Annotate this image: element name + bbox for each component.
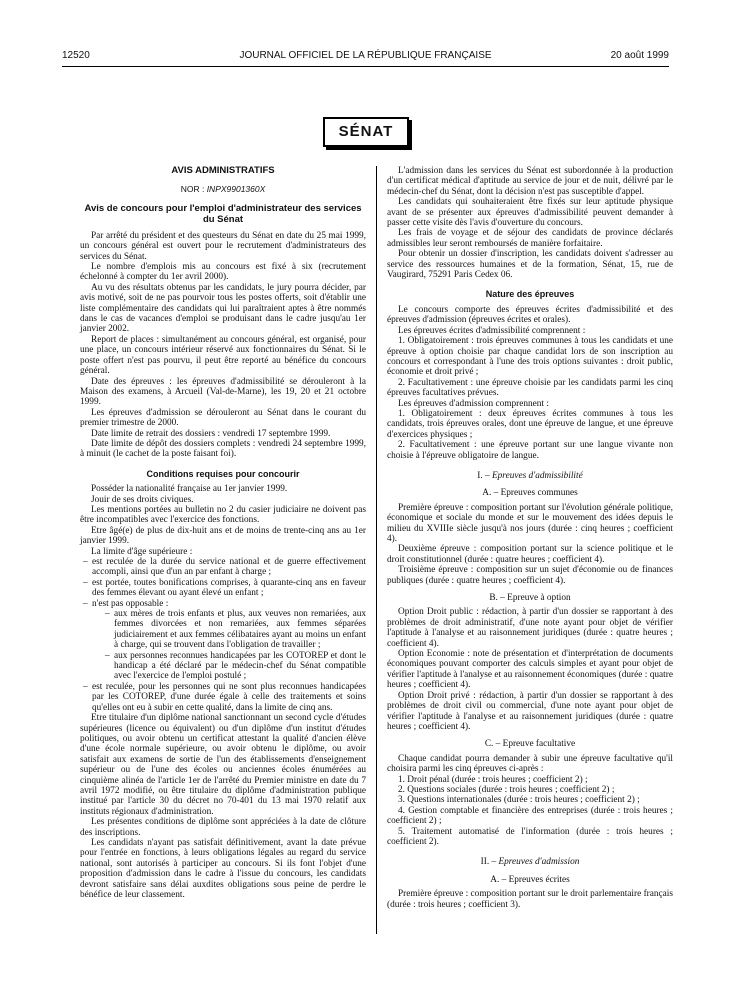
paragraph: 2. Facultativement : une épreuve choisie par les candidats parmi les cinq épreuves facultatives prévues. (387, 377, 673, 399)
paragraph: Date limite de retrait des dossiers : vendredi 17 septembre 1999. (91, 428, 331, 439)
paragraph: Les épreuves d'admission comprennent : (398, 398, 549, 409)
subheading: A. – Epreuves écrites (490, 874, 570, 885)
paragraph: Les candidats qui souhaiteraient être fixés sur leur aptitude physique avant de se présenter aux épreuves d'admissibilité peuvent demander à passer cette visite dès l'avis d'ouverture du concours. (387, 197, 673, 229)
paragraph: Pour obtenir un dossier d'inscription, les candidats doivent s'adresser au service des ressources humaines et de la formation, Sénat, 15, rue de Vaugirard, 75291 Paris Cedex 06. (387, 249, 673, 281)
part-title: Epreuves d'admissibilité (491, 470, 583, 481)
list-item: – est reculée de la durée du service national et de guerre effectivement accompli, ainsi que d'un an par enfant à charge ; (92, 557, 366, 578)
paragraph: Date des épreuves : les épreuves d'admissibilité se dérouleront à la Maison des examens, à Arcueil (Val-de-Marne), les 19, 20 et 21 octobre 1999. (80, 376, 366, 408)
notice-title: Avis de concours pour l'emploi d'administrateur des services du Sénat (84, 202, 362, 225)
part-title: Epreuves d'admission (498, 857, 580, 868)
paragraph: Première épreuve : composition portant sur le droit parlementaire français (durée : trois heures ; coefficient 3). (387, 889, 673, 910)
paragraph: 2. Facultativement : une épreuve portant sur une langue vivante non choisie à l'épreuve obligatoire de langue. (387, 440, 673, 461)
paragraph: Posséder la nationalité française au 1er janvier 1999. (91, 484, 288, 495)
paragraph: Au vu des résultats obtenus par les candidats, le jury pourra décider, par avis motivé, soit de ne pas pourvoir tous les postes offerts, soit d'établir une liste complémentaire des candidats qui lui paraîtraient aptes à être nommés dans le cas de vacances d'emploi se produisant dans le cadre jusqu'au 1er janvier 2002. (80, 282, 366, 335)
subheading: A. – Epreuves communes (482, 488, 578, 499)
age-limit-list (80, 557, 366, 713)
part-number: I. – (477, 470, 492, 481)
list-item (92, 599, 366, 682)
paragraph: Troisième épreuve : composition sur un sujet d'économie ou de finances publiques (durée : quatre heures ; coefficient 4). (387, 565, 673, 586)
page-number: 12520 (62, 50, 90, 61)
nor-label: NOR : (180, 184, 205, 195)
left-column (80, 166, 366, 900)
sub-list-item: – aux personnes reconnues handicapées par les COTOREP et dont le handicap a été déclaré par le médecin-chef du Sénat compatible avec l'exercice de l'emploi postulé ; (114, 651, 366, 682)
paragraph: Chaque candidat pourra demander à subir une épreuve facultative qu'il choisira parmi les cinq épreuves ci-après : (387, 753, 673, 775)
list-item: – est reculée, pour les personnes qui ne sont plus reconnues handicapées par les COTOREP, d'une durée égale à celle des traitements et soins qu'elles ont eu à subir en cette qualité, dans la limite de cinq ans. (92, 682, 366, 713)
issue-date: 20 août 1999 (610, 50, 669, 61)
paragraph: 2. Questions sociales (durée : trois heures ; coefficient 2) ; (398, 784, 615, 795)
paragraph: Les présentes conditions de diplôme sont appréciées à la date de clôture des inscriptions. (80, 817, 366, 838)
column-divider (376, 166, 377, 934)
paragraph: Date limite de dépôt des dossiers complets : vendredi 24 septembre 1999, à minuit (le cachet de la poste faisant foi). (80, 438, 366, 460)
paragraph: 4. Gestion comptable et financière des entreprises (durée : trois heures ; coefficient 2) ; (387, 805, 673, 827)
paragraph: Etre titulaire d'un diplôme national sanctionnant un second cycle d'études supérieures (licence ou équivalent) ou d'un diplôme d'un institut d'études politiques, ou avoir obtenu un certificat attestant la qualité d'ancien élève d'une école normale supérieure, ou avoir obtenu le diplôme, ou avoir satisfait aux examens de sortie de l'un des établissements d'enseignement supérieur ou de l'une des écoles ou anciennes écoles énumérées au cinquième alinéa de l'article 1er de l'arrêté du Premier ministre en date du 7 avril 1972 modifié, ou être titulaire du diplôme d'administration publique institué par l'article 30 du décret no 70-401 du 13 mai 1970 relatif aux instituts régionaux d'administration. (80, 713, 366, 817)
section-heading: AVIS ADMINISTRATIFS (171, 165, 275, 176)
subheading: B. – Epreuve à option (489, 593, 571, 604)
section-title-box: SÉNAT (323, 117, 409, 147)
sub-list (92, 609, 366, 682)
paragraph: Option Droit privé : rédaction, à partir d'un dossier se rapportant à des problèmes de droit civil ou commercial, d'une note ayant pour objet de vérifier l'aptitude à l'analyse et au raisonnement juridiques (durée : quatre heures ; coefficient 4). (387, 690, 673, 732)
part-heading-admission (387, 857, 673, 867)
paragraph: 3. Questions internationales (durée : trois heures ; coefficient 2) ; (398, 795, 640, 806)
paragraph: Le concours comporte des épreuves écrites d'admissibilité et des épreuves d'admission (épreuves écrites et orales). (387, 304, 673, 326)
right-column (387, 166, 673, 910)
paragraph: L'admission dans les services du Sénat est subordonnée à la production d'un certificat médical d'aptitude au service de jour et de nuit, délivré par le médecin-chef du Sénat, dont la décision n'est pas susceptible d'appel. (387, 166, 673, 197)
paragraph: Option Economie : note de présentation et d'interprétation de documents économiques pouvant comporter des calculs simples et ayant pour objet de vérifier l'aptitude à l'analyse et au raisonnement économiques (durée : quatre heures ; coefficient 4). (387, 649, 673, 691)
nor-line (80, 184, 366, 194)
paragraph: Les mentions portées au bulletin no 2 du casier judiciaire ne doivent pas être incompatibles avec l'exercice des fonctions. (80, 504, 366, 526)
paragraph: Le nombre d'emplois mis au concours est fixé à six (recrutement échelonné à compter du 1er avril 2000). (80, 262, 366, 283)
nature-heading: Nature des épreuves (485, 289, 575, 300)
subheading: C. – Epreuve facultative (484, 739, 576, 750)
header-rule (62, 66, 669, 67)
paragraph: 1. Obligatoirement : trois épreuves communes à tous les candidats et une épreuve à option choisie par chaque candidat lors de son inscription au concours et correspondant à l'une des trois options suivantes : droit public, économie et droit privé ; (387, 336, 673, 378)
paragraph: 1. Droit pénal (durée : trois heures ; coefficient 2) ; (398, 774, 588, 785)
nor-code: INPX9901360X (206, 184, 266, 195)
journal-title: JOURNAL OFFICIEL DE LA RÉPUBLIQUE FRANÇAISE (239, 50, 492, 61)
paragraph: Option Droit public : rédaction, à partir d'un dossier se rapportant à des problèmes de droit administratif, d'une note ayant pour objet de vérifier l'aptitude à l'analyse et au raisonnement juridiques (durée : quatre heures ; coefficient 4). (387, 607, 673, 649)
paragraph: Les épreuves écrites d'admissibilité comprennent : (398, 325, 586, 336)
paragraph: La limite d'âge supérieure : (91, 546, 193, 557)
paragraph: Etre âgé(e) de plus de dix-huit ans et de moins de trente-cinq ans au 1er janvier 1999. (80, 525, 366, 547)
list-item-text: n'est pas opposable : (92, 598, 169, 609)
part-number: II. – (480, 857, 499, 868)
paragraph: Report de places : simultanément au concours général, est organisé, pour une place, un concours intérieur réservé aux fonctionnaires du Sénat. Si le poste offert n'est pas pourvu, il peut être reporté au bénéfice du concours général. (80, 334, 366, 377)
sub-list-item: – aux mères de trois enfants et plus, aux veuves non remariées, aux femmes divorcées et non remariées, aux femmes séparées judiciairement et aux femmes célibataires ayant au moins un enfant à charge, qui se trouvent dans l'obligation de travailler ; (114, 609, 366, 651)
part-heading-admissibilite (387, 471, 673, 481)
paragraph: Les candidats n'ayant pas satisfait définitivement, avant la date prévue pour l'entrée en fonctions, à leurs obligations légales au regard du service national, sont autorisés à participer au concours. Si ils font l'objet d'une proposition d'admission dans le cadre à l'issue du concours, les candidats devront satisfaire sans délai auxdites obligations sous peine de perdre le bénéfice de leur classement. (80, 837, 366, 900)
paragraph: 1. Obligatoirement : deux épreuves écrites communes à tous les candidats, trois épreuves orales, dont une épreuve de langue, et une épreuve d'exercices physiques ; (387, 408, 673, 440)
paragraph: Les frais de voyage et de séjour des candidats de province déclarés admissibles leur seront remboursés de manière forfaitaire. (387, 228, 673, 249)
paragraph: Les épreuves d'admission se dérouleront au Sénat dans le courant du premier trimestre de 2000. (80, 407, 366, 429)
paragraph: Jouir de ses droits civiques. (91, 494, 194, 505)
paragraph: 5. Traitement automatisé de l'information (durée : trois heures ; coefficient 2). (387, 826, 673, 847)
conditions-heading: Conditions requises pour concourir (146, 468, 300, 479)
paragraph: Première épreuve : composition portant sur l'évolution générale politique, économique et sociale du monde et sur le mouvement des idées depuis le milieu du XVIIIe siècle jusqu'à nos jours (durée : cinq heures ; coefficient 4). (387, 502, 673, 544)
list-item: – est portée, toutes bonifications comprises, à quarante-cinq ans en faveur des femmes élevant ou ayant élevé un enfant ; (92, 578, 366, 599)
paragraph: Par arrêté du président et des questeurs du Sénat en date du 25 mai 1999, un concours général est ouvert pour le recrutement d'administrateurs des services du Sénat. (80, 230, 366, 262)
paragraph: Deuxième épreuve : composition portant sur la science politique et le droit constitutionnel (durée : quatre heures ; coefficient 4). (387, 544, 673, 565)
running-header (62, 50, 669, 66)
